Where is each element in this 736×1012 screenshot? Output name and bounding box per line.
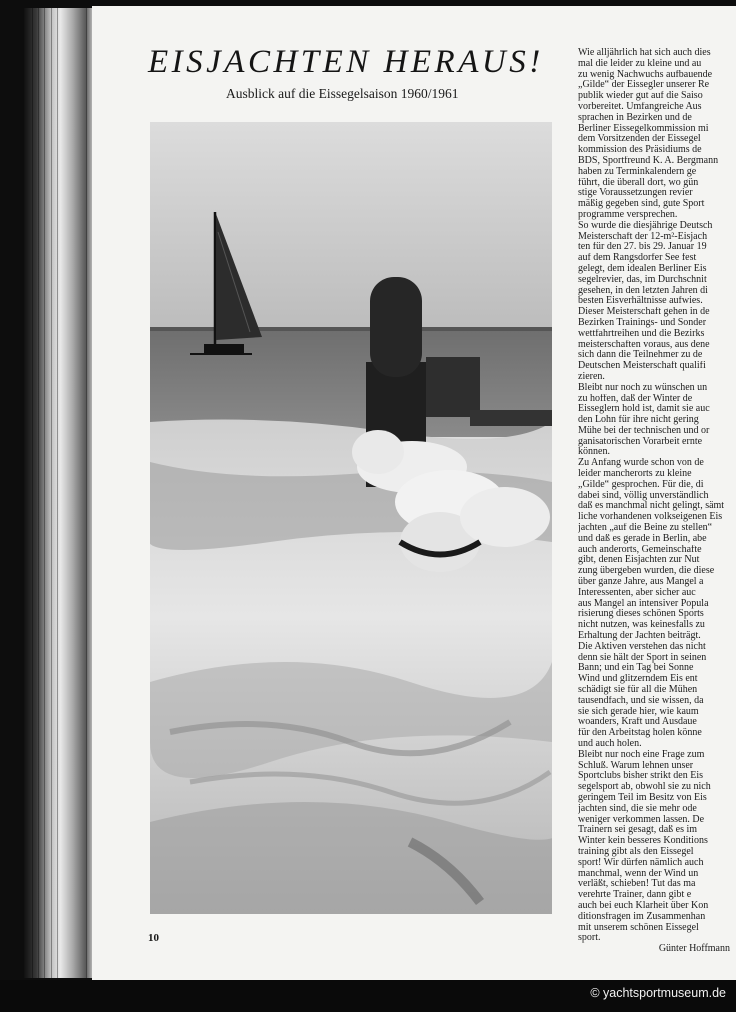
author-signature: Günter Hoffmann [658,943,730,955]
watermark: © yachtsportmuseum.de [590,986,726,1000]
article-line: Eisseglern hold ist, damit sie auc [578,404,710,415]
article-line: training gibt als den Eissegel [578,846,694,857]
article-paragraph [578,48,736,221]
article-line: sie sich gerade hier, wie kaum [578,706,699,717]
article-line: Mühe bei der technischen und or [578,425,710,436]
article-line: Erhaltung der Jachten beiträgt. [578,631,701,642]
ice-yacht-photo-graphic [150,122,552,914]
article-line: segelrevier, das, im Durchschnit [578,274,707,285]
article-line: gibt, denen Eisjachten zur Nut [578,555,700,566]
article-line: Bezirken Trainings- und Sonder [578,317,707,328]
article-line: über ganze Jahre, aus Mangel a [578,577,704,588]
article-line: Wind und glitzerndem Eis ent [578,674,698,685]
article-paragraph [578,221,736,383]
article-paragraph [578,750,736,944]
article-line: Bann; und ein Tag bei Sonne [578,663,694,674]
article-line: Zu Anfang wurde schon von de [578,458,704,469]
article-line: stige Voraussetzungen revier [578,188,693,199]
article-line: haben zu Terminkalendern ge [578,166,697,177]
article-line: verehrte Trainer, dann gibt e [578,890,692,901]
article-line: zieren. [578,371,605,382]
ice-yacht-photo [150,122,552,914]
article-line: ditionsfragen im Zusammenhan [578,911,706,922]
article-line: ganisatorischen Vorarbeit ernte [578,436,703,447]
article-line: Deutschen Meisterschaft qualifi [578,361,706,372]
article-line: jachten „auf die Beine zu stellen“ [578,523,713,534]
article-line: und daß es gerade in Berlin, abe [578,533,707,544]
article-line: sprachen in Bezirken und de [578,112,692,123]
article-line: schädigt sie für all die Mühen [578,685,698,696]
article-line: sich dann die Teilnehmer zu de [578,350,703,361]
article-line: kommission des Präsidiums de [578,145,702,156]
article-line: führt, die überall dort, wo gün [578,177,699,188]
article-line: zung übergeben wurden, die diese [578,566,715,577]
article-line: mit unserem schönen Eissegel [578,922,699,933]
article-line: auch anderorts, Gemeinschafte [578,544,702,555]
article-line: BDS, Sportfreund K. A. Bergmann [578,155,719,166]
article-line: programme versprechen. [578,209,678,220]
article-line: liche vorhandenen volkseigenen Eis [578,512,723,523]
article-line: denn sie hält der Sport in seinen [578,652,707,663]
article-line: dem Vorsitzenden der Eissegel [578,134,701,145]
page-number: 10 [148,932,159,944]
article-line: gesehen, in den letzten Jahren di [578,285,708,296]
article-line: auch bei euch Klarheit über Kon [578,900,709,911]
article-line: daß es manchmal nicht gelingt, sämt [578,501,725,512]
article-line: mal die leider zu kleine und au [578,58,702,69]
article-line: tausendfach, und sie wissen, da [578,695,704,706]
article-line: Wie alljährlich hat sich auch dies [578,48,711,58]
article-line: nicht nutzen, was keinesfalls zu [578,620,705,631]
article-line: dabei sind, völlig unverständlich [578,490,709,501]
article-line: meisterschaften voraus, aus dene [578,339,710,350]
article-line: Winter kein besseres Konditions [578,836,708,847]
article-line: segelsport ab, obwohl sie zu nich [578,782,711,793]
article-line: geringem Teil im Besitz von Eis [578,792,707,803]
article-line: Dieser Meisterschaft gehen in de [578,307,710,318]
article-line: wettfahrtreihen und die Bezirks [578,328,705,339]
article-line: Trainern sei gesagt, daß es im [578,825,698,836]
article-line: auf dem Rangsdorfer See fest [578,253,697,264]
article-body [578,48,736,955]
article-line: und auch holen. [578,739,642,749]
magazine-page [92,6,736,980]
article-line: risierung dieses schönen Sports [578,609,704,620]
article-line: Berliner Eissegelkommission mi [578,123,709,134]
article-line: gelegt, dem idealen Berliner Eis [578,263,707,274]
article-title: EISJACHTEN HERAUS! [148,44,544,80]
article-paragraph [578,383,736,459]
article-line: sport! Wir dürfen nämlich auch [578,857,704,868]
article-line: Meisterschaft der 12-m²-Eisjach [578,231,708,242]
article-line: Bleibt nur noch zu wünschen un [578,382,708,393]
article-line: verläßt, schieben! Tut das ma [578,879,696,890]
article-line: vorbereitet. Umfangreiche Aus [578,101,702,112]
article-line: sport. [578,933,601,944]
article-line: So wurde die diesjährige Deutsch [578,220,713,231]
article-line: für den Arbeitstag holen könne [578,728,702,739]
article-line: zu hoffen, daß der Winter de [578,393,693,404]
article-line: publik wieder gut auf die Saiso [578,91,703,102]
article-line: „Gilde“ gesprochen. Für die, di [578,479,704,490]
article-line: zu wenig Nachwuchs aufbauende [578,69,713,80]
article-paragraph [578,458,736,642]
article-line: aus Mangel an intensiver Popula [578,598,709,609]
article-line: woanders, Kraft und Ausdaue [578,717,697,728]
article-line: jachten sind, die sie mehr ode [578,803,697,814]
article-line: ten für den 27. bis 29. Januar 19 [578,242,707,253]
article-line: Sportclubs bisher strikt den Eis [578,771,703,782]
article-line: weniger verkommen lassen. De [578,814,705,825]
article-line: Schluß. Warum lehnen unser [578,760,694,771]
article-line: können. [578,447,610,458]
article-subtitle: Ausblick auf die Eissegelsaison 1960/1961 [226,86,459,101]
article-line: Die Aktiven verstehen das nicht [578,641,706,652]
article-line: Interessenten, aber sicher auc [578,587,696,598]
article-line: „Gilde“ der Eissegler unserer Re [578,80,710,91]
article-line: leider mancherorts zu kleine [578,469,692,480]
book-binding [24,8,94,978]
article-line: manchmal, wenn der Wind un [578,868,699,879]
article-line: besten Eisverhältnisse aufwies. [578,296,703,307]
article-paragraph [578,642,736,750]
article-line: mäßig gegeben sind, gute Sport [578,199,705,210]
article-line: den Lohn für ihre nicht gering [578,415,699,426]
article-line: Bleibt nur noch eine Frage zum [578,749,705,760]
